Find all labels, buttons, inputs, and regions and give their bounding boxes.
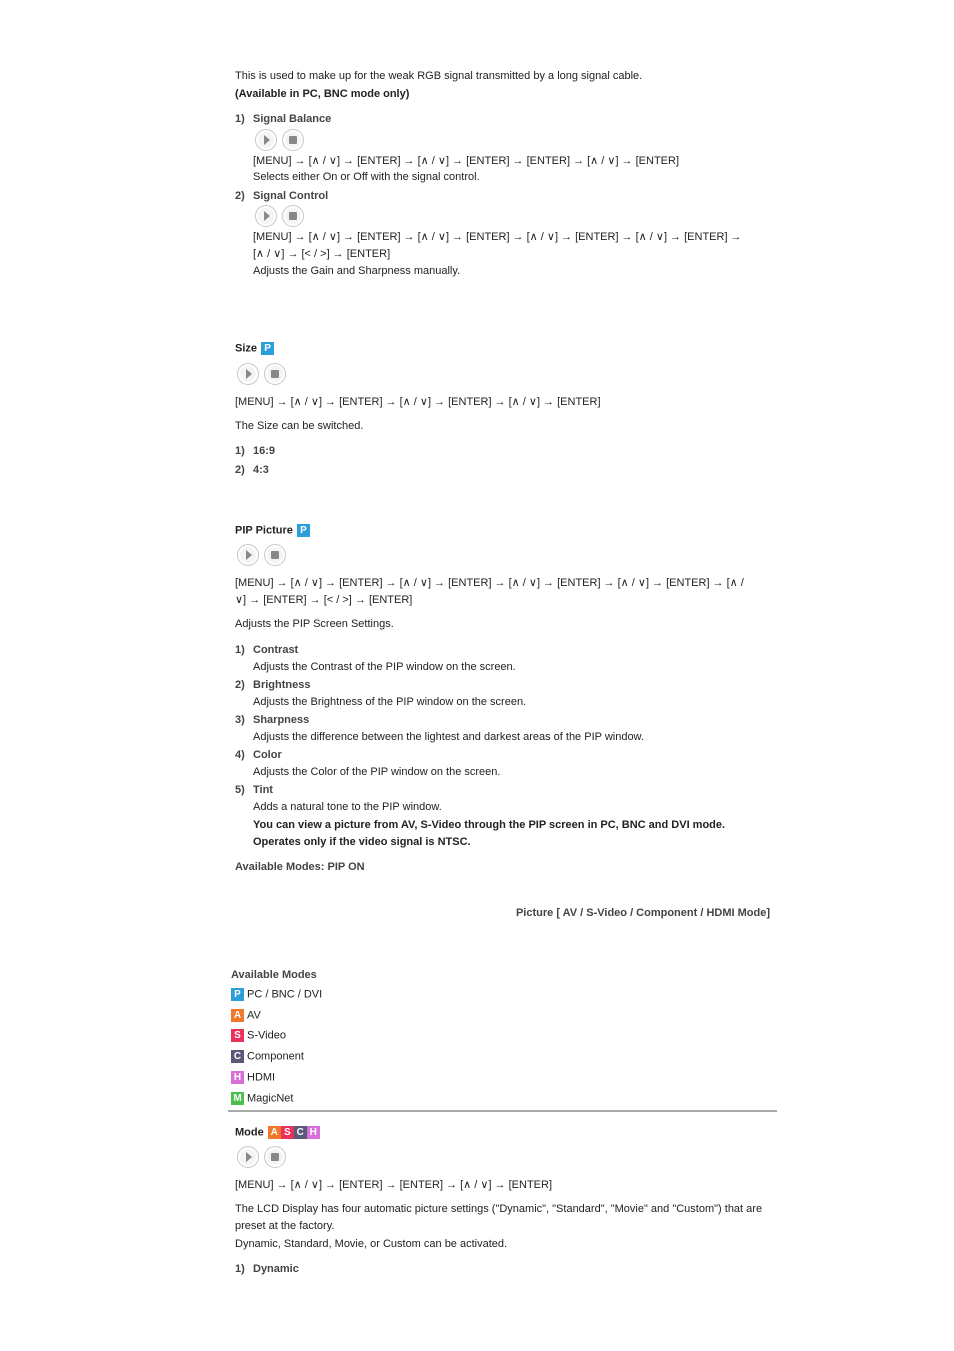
size-media-controls bbox=[237, 363, 291, 385]
magicnet-mode-icon: M bbox=[231, 1092, 244, 1105]
size-title-text: Size bbox=[235, 342, 258, 355]
pip-item-contrast-desc: Adjusts the Contrast of the PIP window on the screen. bbox=[253, 661, 516, 673]
mode-legend-magicnet bbox=[231, 1092, 293, 1106]
pip-item-brightness-desc: Adjusts the Brightness of the PIP window on the screen. bbox=[253, 696, 527, 708]
size-item-16-9: 16:9 bbox=[253, 445, 276, 457]
mode-legend-hdmi bbox=[231, 1071, 275, 1085]
signal-balance-title: Signal Balance bbox=[253, 113, 332, 125]
mode-path: [MENU] → [∧ / ∨] → [ENTER] → [ENTER] → [∧ / ∨] → [ENTER] bbox=[235, 1179, 553, 1191]
play-icon[interactable] bbox=[237, 544, 259, 566]
stop-icon[interactable] bbox=[264, 544, 286, 566]
mode-legend-label: AV bbox=[247, 1009, 261, 1022]
component-mode-icon: C bbox=[294, 1126, 307, 1139]
mode-desc-1: The LCD Display has four automatic picture settings ("Dynamic", "Standard", "Movie" and "Custom") that are bbox=[235, 1203, 763, 1215]
svideo-mode-icon: S bbox=[281, 1126, 294, 1139]
pip-item-brightness: Brightness bbox=[253, 679, 311, 691]
pip-item-number: 3) bbox=[235, 714, 245, 726]
signal-control-title: Signal Control bbox=[253, 190, 329, 202]
play-icon[interactable] bbox=[255, 129, 277, 151]
pip-item-number: 5) bbox=[235, 784, 245, 796]
play-icon[interactable] bbox=[237, 363, 259, 385]
signal-control-path-line2: [∧ / ∨] → [< / >] → [ENTER] bbox=[253, 248, 391, 260]
av-mode-icon: A bbox=[231, 1009, 244, 1022]
pip-desc: Adjusts the PIP Screen Settings. bbox=[235, 618, 394, 630]
stop-icon[interactable] bbox=[282, 205, 304, 227]
mode-legend-pc bbox=[231, 988, 322, 1002]
mode-legend-av bbox=[231, 1009, 261, 1023]
signal-balance-media-controls bbox=[255, 129, 309, 151]
pip-item-sharpness: Sharpness bbox=[253, 714, 310, 726]
signal-control-number: 2) bbox=[235, 190, 245, 202]
signal-control-path-line1: [MENU] → [∧ / ∨] → [ENTER] → [∧ / ∨] → [ENTER] → [∧ / ∨] → [ENTER] → [∧ / ∨] → [ENTER] → bbox=[253, 231, 742, 243]
pip-path-line2: ∨] → [ENTER] → [< / >] → [ENTER] bbox=[235, 594, 413, 606]
play-icon[interactable] bbox=[237, 1146, 259, 1168]
signal-balance-number: 1) bbox=[235, 113, 245, 125]
pip-item-contrast: Contrast bbox=[253, 644, 299, 656]
mode-legend-component bbox=[231, 1050, 304, 1064]
pip-item-number: 4) bbox=[235, 749, 245, 761]
pip-item-number: 1) bbox=[235, 644, 245, 656]
pc-mode-icon: P bbox=[231, 988, 244, 1001]
svideo-mode-icon: S bbox=[231, 1029, 244, 1042]
intro-note: (Available in PC, BNC mode only) bbox=[235, 88, 410, 100]
signal-balance-desc: Selects either On or Off with the signal control. bbox=[253, 171, 480, 183]
mode-legend-label: Component bbox=[247, 1050, 304, 1063]
hdmi-mode-icon: H bbox=[231, 1071, 244, 1084]
pip-item-number: 2) bbox=[235, 679, 245, 691]
pip-media-controls bbox=[237, 544, 291, 566]
pip-item-color-desc: Adjusts the Color of the PIP window on the screen. bbox=[253, 766, 501, 778]
pip-item-sharpness-desc: Adjusts the difference between the lightest and darkest areas of the PIP window. bbox=[253, 731, 644, 743]
stop-icon[interactable] bbox=[264, 363, 286, 385]
mode-title-text: Mode bbox=[235, 1126, 264, 1139]
signal-balance-path: [MENU] → [∧ / ∨] → [ENTER] → [∧ / ∨] → [ENTER] → [ENTER] → [∧ / ∨] → [ENTER] bbox=[253, 155, 680, 167]
mode-desc-3: Dynamic, Standard, Movie, or Custom can be activated. bbox=[235, 1238, 508, 1250]
mode-media-controls bbox=[237, 1146, 291, 1168]
size-item-number: 1) bbox=[235, 445, 245, 457]
size-title bbox=[235, 342, 274, 355]
component-mode-icon: C bbox=[231, 1050, 244, 1063]
mode-legend-label: HDMI bbox=[247, 1071, 276, 1084]
pip-item-color: Color bbox=[253, 749, 282, 761]
hdmi-mode-icon: H bbox=[307, 1126, 320, 1139]
size-desc: The Size can be switched. bbox=[235, 420, 364, 432]
pip-path-line1: [MENU] → [∧ / ∨] → [ENTER] → [∧ / ∨] → [ENTER] → [∧ / ∨] → [ENTER] → [∧ / ∨] → [ENTER] → [∧ / bbox=[235, 577, 744, 589]
section-title: Picture [ AV / S-Video / Component / HDMI Mode] bbox=[515, 907, 770, 919]
mode-desc-2: preset at the factory. bbox=[235, 1220, 335, 1232]
size-path: [MENU] → [∧ / ∨] → [ENTER] → [∧ / ∨] → [ENTER] → [∧ / ∨] → [ENTER] bbox=[235, 396, 601, 408]
mode-item-dynamic: Dynamic bbox=[253, 1263, 299, 1275]
size-item-number: 2) bbox=[235, 464, 245, 476]
pip-title-text: PIP Picture bbox=[235, 524, 293, 537]
mode-legend-label: PC / BNC / DVI bbox=[247, 988, 323, 1001]
mode-legend-label: MagicNet bbox=[247, 1092, 294, 1105]
signal-control-media-controls bbox=[255, 205, 309, 227]
av-mode-icon: A bbox=[268, 1126, 281, 1139]
pip-available-modes: Available Modes: PIP ON bbox=[235, 861, 365, 873]
available-modes-title: Available Modes bbox=[231, 969, 317, 981]
stop-icon[interactable] bbox=[264, 1146, 286, 1168]
pip-item-tint: Tint bbox=[253, 784, 273, 796]
pip-note-2: Operates only if the video signal is NTSC. bbox=[253, 836, 471, 848]
pc-mode-icon: P bbox=[297, 524, 310, 537]
intro-text: This is used to make up for the weak RGB signal transmitted by a long signal cable. bbox=[235, 70, 643, 82]
pc-mode-icon: P bbox=[261, 342, 274, 355]
pip-note-1: You can view a picture from AV, S-Video through the PIP screen in PC, BNC and DVI mode. bbox=[253, 819, 726, 831]
stop-icon[interactable] bbox=[282, 129, 304, 151]
mode-item-number: 1) bbox=[235, 1263, 245, 1275]
pip-item-tint-desc: Adds a natural tone to the PIP window. bbox=[253, 801, 442, 813]
divider bbox=[228, 1110, 777, 1112]
mode-legend-svideo bbox=[231, 1029, 286, 1043]
play-icon[interactable] bbox=[255, 205, 277, 227]
mode-title bbox=[235, 1126, 320, 1139]
signal-control-desc: Adjusts the Gain and Sharpness manually. bbox=[253, 265, 461, 277]
mode-legend-label: S-Video bbox=[247, 1029, 286, 1042]
size-item-4-3: 4:3 bbox=[253, 464, 269, 476]
pip-title bbox=[235, 524, 310, 537]
